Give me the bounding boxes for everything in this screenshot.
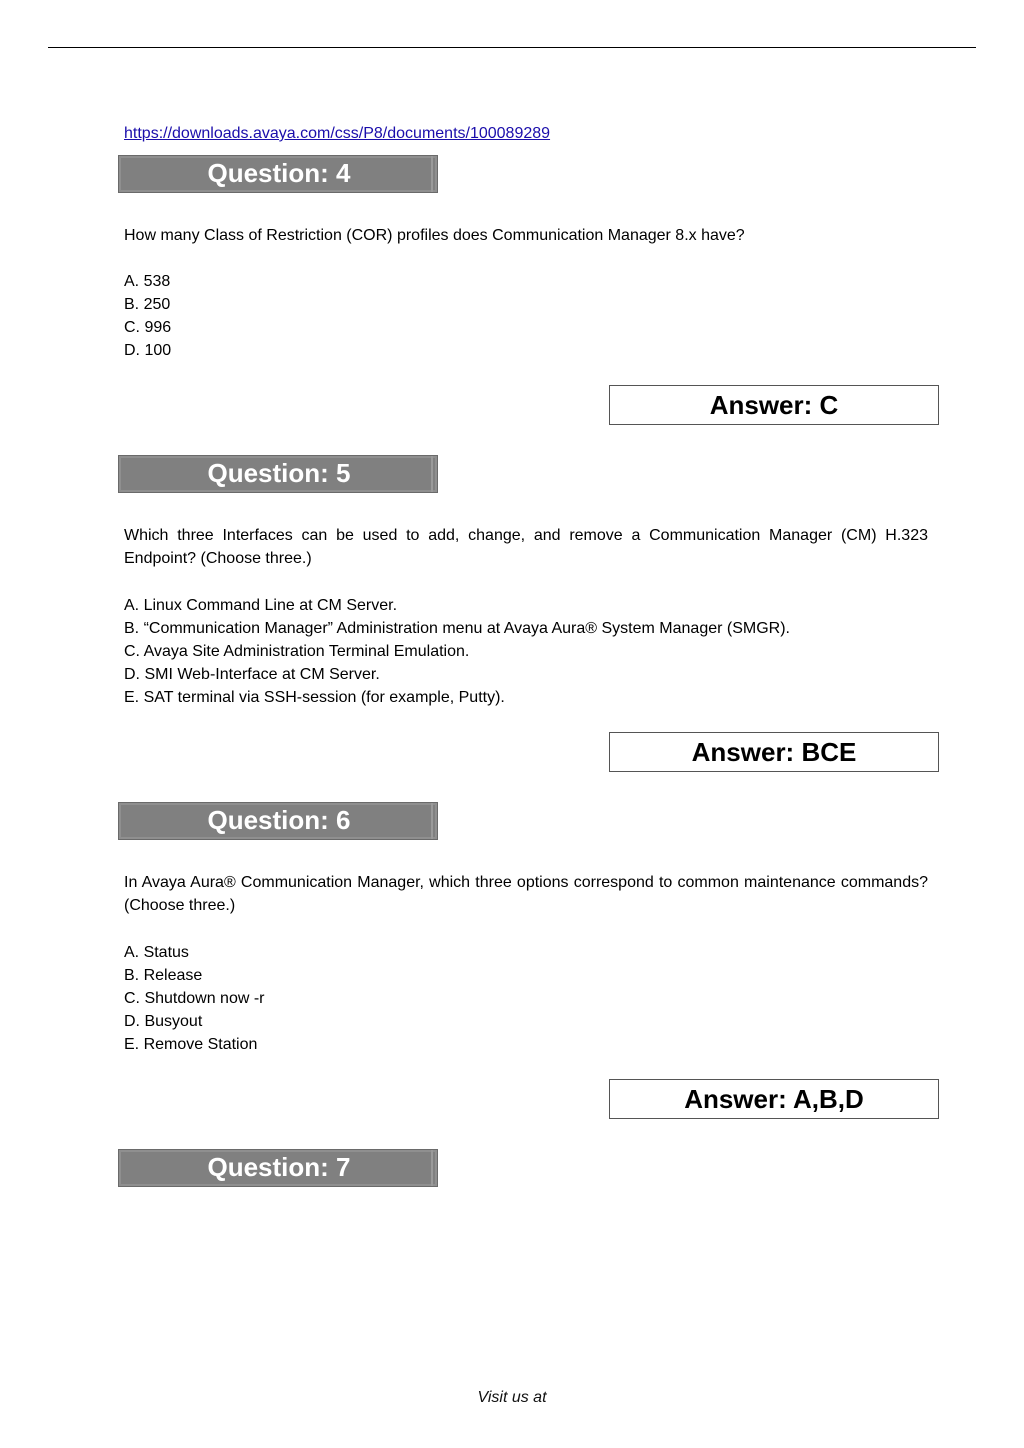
option-c: C. 996 [124,319,172,336]
option-b: B. 250 [124,296,171,313]
question-6-header [118,802,438,840]
option-d: D. 100 [124,342,172,359]
question-7-title: Question: 7 [207,1152,351,1182]
question-6-text: In Avaya Aura® Communication Manager, which three options correspond to common maintenance commands? (Choose three.) [124,874,928,914]
question-4-answer: Answer: C [609,385,939,425]
option-a: A. 538 [124,273,171,290]
option-b: B. Release [124,967,203,984]
option-c: C. Shutdown now -r [124,990,265,1007]
question-5-text: Which three Interfaces can be used to add, change, and remove a Communication Manager (CM) H.323 Endpoint? (Choose three.) [124,527,928,567]
header-edge [431,1150,433,1186]
question-7-header [118,1149,438,1187]
question-5-title: Question: 5 [207,458,351,488]
top-rule [48,47,976,48]
option-a: A. Status [124,944,189,961]
option-d: D. Busyout [124,1013,203,1030]
source-link[interactable]: https://downloads.avaya.com/css/P8/documents/100089289 [124,125,551,142]
header-edge [431,803,433,839]
question-5-answer: Answer: BCE [609,732,939,772]
option-e: E. SAT terminal via SSH-session (for example, Putty). [124,689,505,706]
question-5-header [118,455,438,493]
header-edge [431,456,433,492]
question-4-title: Question: 4 [207,158,351,188]
option-e: E. Remove Station [124,1036,258,1053]
question-4-header [118,155,438,193]
question-5-options [124,594,928,709]
header-edge [431,156,433,192]
question-6-answer: Answer: A,B,D [609,1079,939,1119]
question-4-text: How many Class of Restriction (COR) profiles does Communication Manager 8.x have? [124,227,745,244]
option-d: D. SMI Web-Interface at CM Server. [124,666,380,683]
option-c: C. Avaya Site Administration Terminal Emulation. [124,643,470,660]
option-b: B. “Communication Manager” Administration menu at Avaya Aura® System Manager (SMGR). [124,620,790,637]
option-a: A. Linux Command Line at CM Server. [124,597,398,614]
question-6-title: Question: 6 [207,805,351,835]
question-4-options [124,270,928,362]
question-6-options [124,941,928,1056]
footer-text: Visit us at [477,1389,547,1406]
